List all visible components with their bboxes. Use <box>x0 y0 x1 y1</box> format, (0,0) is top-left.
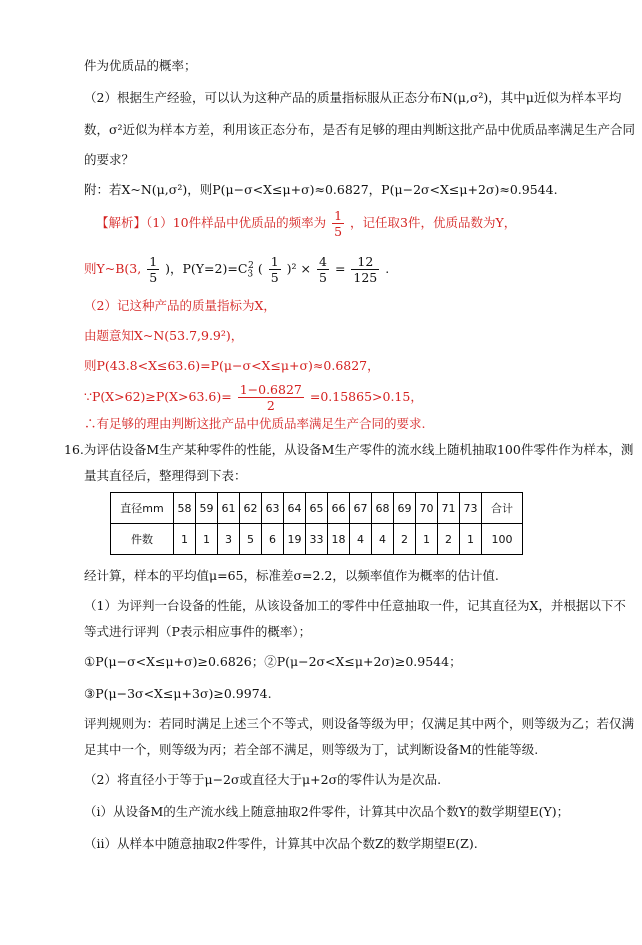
problem-16-line-2: 量其直径后，整理得到下表： <box>84 468 247 483</box>
binomial-paren: ( <box>257 261 263 276</box>
table-cell: 65 <box>306 493 328 524</box>
table-cell: 2 <box>394 524 416 555</box>
part1-line-2: 等式进行评判（P表示相应事件的概率）； <box>84 624 312 639</box>
table-cell: 1 <box>174 524 196 555</box>
table-cell: 66 <box>328 493 350 524</box>
probability-line: 则P(43.8<X≤63.6)=P(μ−σ<X≤μ+σ)≈0.6827， <box>84 358 380 373</box>
fraction-denominator: 5 <box>334 224 343 239</box>
fraction-denominator: 2 <box>266 398 275 413</box>
fraction-result <box>351 254 379 285</box>
binomial-end: . <box>385 261 390 276</box>
table-cell: 19 <box>284 524 306 555</box>
table-cell: 4 <box>372 524 394 555</box>
table-cell: 18 <box>328 524 350 555</box>
binomial-equals: = <box>334 261 346 276</box>
fraction-one-fifth <box>332 208 344 239</box>
fraction-numerator: 1−0.6827 <box>239 382 302 397</box>
binomial-middle: )，P(Y=2)=C <box>165 261 248 276</box>
table-cell: 58 <box>174 493 196 524</box>
table-cell: 2 <box>438 524 460 555</box>
fraction-denominator: 5 <box>149 270 158 285</box>
table-cell: 6 <box>262 524 284 555</box>
fraction-numerator: 1 <box>334 208 343 223</box>
fraction-numerator: 1 <box>270 254 279 269</box>
table-cell: 1 <box>196 524 218 555</box>
table-cell: 33 <box>306 524 328 555</box>
table-cell: 68 <box>372 493 394 524</box>
text-line-4: 的要求？ <box>84 152 135 167</box>
table-cell: 70 <box>416 493 438 524</box>
solution-part1-text: 【解析】（1）10件样品中优质品的频率为 <box>96 215 327 230</box>
fraction-four-fifths <box>317 254 329 285</box>
table-header-count: 件数 <box>111 524 174 555</box>
text-line-1: 件为优质品的概率； <box>84 58 197 73</box>
fraction-tail-prob <box>238 382 304 413</box>
solution-heading <box>96 208 516 239</box>
part2-line: （2）将直径小于等于μ−2σ或直径大于μ+2σ的零件认为是次品. <box>84 772 442 787</box>
diameter-table <box>110 492 523 555</box>
rule-line-1: 评判规则为：若同时满足上述三个不等式，则设备等级为甲；仅满足其中两个，则等级为乙；若仅满 <box>84 716 635 731</box>
table-row-diameter <box>111 493 523 524</box>
solution-part2: （2）记这种产品的质量指标为X， <box>84 298 276 313</box>
fraction-denominator: 5 <box>270 270 279 285</box>
solution-part1-tail: ，记任取3件，优质品数为Y， <box>350 215 517 230</box>
fraction-one-fifth-c <box>269 254 281 285</box>
table-cell: 4 <box>350 524 372 555</box>
stats-line: 经计算，样本的平均值μ=65，标准差σ=2.2，以频率值作为概率的估计值. <box>84 568 499 583</box>
inequalities-1-2: ①P(μ−σ<X≤μ+σ)≥0.6826；②P(μ−2σ<X≤μ+2σ)≥0.9544； <box>84 654 462 669</box>
fraction-denominator: 5 <box>319 270 327 285</box>
part1-line-1: （1）为评判一台设备的性能，从该设备加工的零件中任意抽取一件，记其直径为X，并根据以下不 <box>84 598 626 613</box>
fraction-numerator: 1 <box>149 254 158 269</box>
text-line-2: （2）根据生产经验，可以认为这种产品的质量指标服从正态分布N(μ,σ²)，其中μ近似为样本平均 <box>84 90 622 105</box>
table-cell: 73 <box>460 493 482 524</box>
table-total-header: 合计 <box>482 493 523 524</box>
table-cell: 71 <box>438 493 460 524</box>
binomial-formula-line: 则Y~B(3, $\frac{1}{5}$ )，$P(Y=2)=C_3^2$ ( $\frac{1}{5}$ )² × $\frac{4}{5}$ = $\frac{12}{125}$ . <box>84 254 390 285</box>
part2-ii-line: （ⅱ）从样本中随意抽取2件零件，计算其中次品个数Z的数学期望E(Z). <box>84 836 478 851</box>
binomial-power: )² × <box>286 261 312 276</box>
fraction-numerator: 4 <box>319 254 327 269</box>
table-cell: 69 <box>394 493 416 524</box>
rule-line-2: 足其中一个，则等级为丙；若全部不满足，则等级为丁，试判断设备M的性能等级. <box>84 742 539 757</box>
table-cell: 63 <box>262 493 284 524</box>
inequality-3: ③P(μ−3σ<X≤μ+3σ)≥0.9974. <box>84 686 272 701</box>
appendix-formula: 附：若X~N(μ,σ²)，则P(μ−σ<X≤μ+σ)≈0.6827，P(μ−2σ<X≤μ+2σ)≈0.9544. <box>84 182 558 197</box>
because-line <box>84 382 423 413</box>
table-cell: 67 <box>350 493 372 524</box>
table-cell: 5 <box>240 524 262 555</box>
fraction-numerator: 12 <box>351 254 379 270</box>
part2-i-line: （ⅰ）从设备M的生产流水线上随意抽取2件零件，计算其中次品个数Y的数学期望E(Y)； <box>84 804 570 819</box>
because-suffix: =0.15865>0.15， <box>309 389 423 404</box>
table-row-counts <box>111 524 523 555</box>
table-header-diameter: 直径mm <box>111 493 174 524</box>
table-cell: 61 <box>218 493 240 524</box>
table-cell: 1 <box>460 524 482 555</box>
text-line-3: 数，σ²近似为样本方差，利用该正态分布，是否有足够的理由判断这批产品中优质品率满足生产合同 <box>84 122 636 137</box>
table-cell: 3 <box>218 524 240 555</box>
table-cell: 64 <box>284 493 306 524</box>
normal-given: 由题意知X~N(53.7,9.9²)， <box>84 328 244 343</box>
fraction-one-fifth-b <box>147 254 159 285</box>
binomial-prefix: 则Y~B(3, <box>84 261 142 276</box>
problem-16-line-1: 16.为评估设备M生产某种零件的性能，从设备M生产零件的流水线上随机抽取100件零件作为样本，测 <box>64 442 634 457</box>
because-prefix: ∵P(X>62)≥P(X>63.6)= <box>84 389 232 404</box>
table-total-value: 100 <box>482 524 523 555</box>
fraction-denominator: 125 <box>353 270 378 285</box>
conclusion-line: ∴有足够的理由判断这批产品中优质品率满足生产合同的要求. <box>84 416 426 431</box>
table-cell: 1 <box>416 524 438 555</box>
table-cell: 62 <box>240 493 262 524</box>
table-cell: 59 <box>196 493 218 524</box>
